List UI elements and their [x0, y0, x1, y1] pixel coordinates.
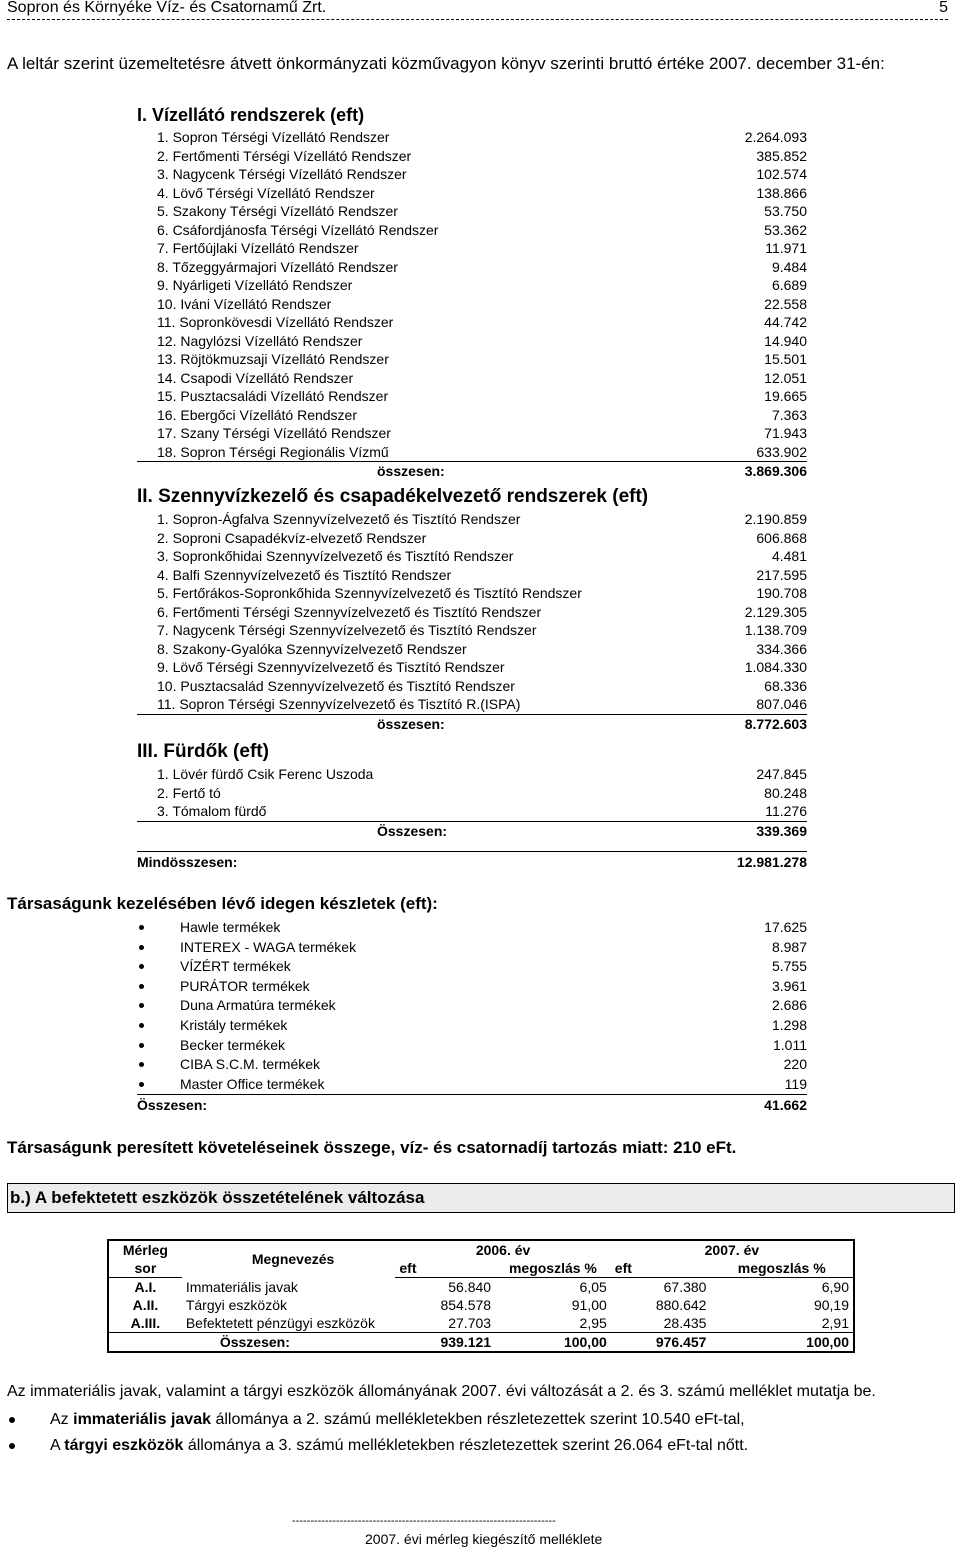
- water-row: [137, 424, 807, 443]
- sewer-item-value: 1.138.709: [744, 622, 807, 638]
- baths-item-label: 2. Fertő tó: [157, 784, 221, 801]
- sewer-item-label: 9. Lövő Térségi Szennyvízelvezető és Tisztító Rendszer: [157, 659, 505, 675]
- baths-total-value: 339.369: [756, 822, 807, 839]
- assets-cell-eft06: 27.703: [448, 1315, 492, 1331]
- stock-item-value: 220: [783, 1056, 807, 1073]
- sewer-total-row: [137, 715, 807, 734]
- water-item-value: 19.665: [764, 388, 807, 404]
- stock-item-label: PURÁTOR termékek: [180, 977, 310, 994]
- water-total-row: [137, 462, 807, 481]
- water-row: [137, 239, 807, 258]
- stock-row: [137, 1036, 807, 1056]
- sewer-item-value: 190.708: [756, 585, 807, 601]
- stock-item-label: Becker termékek: [180, 1036, 286, 1053]
- stock-row: [137, 1075, 807, 1096]
- bullet-icon: [139, 925, 144, 930]
- water-total-value: 3.869.306: [744, 463, 807, 479]
- sewer-item-value: 68.336: [764, 677, 807, 694]
- water-row: [137, 350, 807, 369]
- water-row: [137, 387, 807, 406]
- water-row: [137, 406, 807, 425]
- water-item-value: 633.902: [756, 443, 807, 460]
- stock-item-label: Duna Armatúra termékek: [180, 997, 336, 1014]
- col-pct-2007: megoszlás %: [710, 1259, 854, 1278]
- baths-item-label: 3. Tómalom fürdő: [157, 803, 267, 819]
- stock-title: Társaságunk kezelésében lévő idegen készletek (eft):: [7, 894, 438, 913]
- bullet-item: [7, 1407, 748, 1433]
- water-item-value: 53.750: [764, 203, 807, 219]
- assets-table: [107, 1239, 855, 1353]
- water-item-label: 15. Pusztacsaládi Vízellátó Rendszer: [157, 388, 389, 404]
- stock-list: [137, 918, 807, 1095]
- water-row: [137, 443, 807, 463]
- assets-cell-sor: A.III.: [130, 1315, 161, 1331]
- water-item-value: 44.742: [764, 314, 807, 330]
- baths-section: [137, 739, 807, 840]
- sewer-item-label: 11. Sopron Térségi Szennyvízelvezető és Tisztító R.(ISPA): [157, 696, 521, 712]
- grand-total-value: 12.981.278: [736, 854, 807, 870]
- bullet-text-bold: tárgyi eszközök: [64, 1437, 184, 1454]
- intro-text: A leltár szerint üzemeltetésre átvett önkormányzati közművagyon könyv szerinti bruttó értéke 2007. december 31-én:: [7, 54, 885, 73]
- assets-row: [108, 1296, 854, 1314]
- water-row: [137, 313, 807, 332]
- assets-total-row: [108, 1333, 854, 1353]
- stock-row: [137, 977, 807, 997]
- grand-total-label: Mindösszesen:: [137, 854, 238, 870]
- sewer-item-label: 6. Fertőmenti Térségi Szennyvízelvezető és Tisztító Rendszer: [157, 603, 542, 620]
- water-item-value: 138.866: [756, 184, 807, 201]
- assets-cell-pct07: 6,90: [821, 1279, 849, 1295]
- water-item-value: 71.943: [764, 425, 807, 441]
- assets-cell-pct07: 2,91: [821, 1315, 849, 1331]
- assets-cell-name: Befektetett pénzügyi eszközök: [185, 1315, 375, 1331]
- sewer-row: [137, 547, 807, 566]
- page-number: 5: [939, 0, 948, 16]
- stock-item-value: 2.686: [771, 997, 807, 1014]
- stock-row: [137, 1055, 807, 1075]
- stock-total-row: [137, 1095, 807, 1115]
- sewer-item-value: 1.084.330: [744, 659, 807, 675]
- stock-row: [137, 1016, 807, 1036]
- sewer-item-label: 10. Pusztacsalád Szennyvízelvezető és Tisztító Rendszer: [157, 677, 515, 694]
- sewer-row: [137, 677, 807, 696]
- summary-paragraph: Az immateriális javak, valamint a tárgyi eszközök állományának 2007. évi változását a 2. és 3. számú melléklet mutatja be.: [7, 1383, 876, 1400]
- water-item-label: 9. Nyárligeti Vízellátó Rendszer: [157, 277, 353, 293]
- stock-item-value: 1.011: [773, 1036, 807, 1053]
- water-item-label: 2. Fertőmenti Térségi Vízellátó Rendszer: [157, 147, 412, 164]
- sewer-row: [137, 566, 807, 585]
- stock-item-label: VÍZÉRT termékek: [180, 958, 291, 975]
- water-row: [137, 276, 807, 295]
- sewer-row: [137, 621, 807, 640]
- sewer-item-value: 334.366: [756, 640, 807, 657]
- bullet-text-post: állománya a 2. számú mellékletekben részletezettek szerint 10.540 eFt-tal,: [211, 1411, 745, 1428]
- stock-item-value: 17.625: [764, 919, 807, 935]
- col-eft-2007: eft: [611, 1259, 711, 1278]
- water-item-label: 10. Iváni Vízellátó Rendszer: [157, 295, 332, 312]
- stock-total-value: 41.662: [764, 1097, 807, 1113]
- stock-item-label: Kristály termékek: [180, 1016, 288, 1033]
- water-item-label: 4. Lövő Térségi Vízellátó Rendszer: [157, 184, 375, 201]
- baths-section-title: III. Fürdők (eft): [137, 741, 269, 762]
- water-row: [137, 221, 807, 240]
- sewer-total-label: összesen:: [377, 715, 445, 732]
- sewer-item-label: 1. Sopron-Ágfalva Szennyvízelvezető és Tisztító Rendszer: [157, 511, 521, 527]
- bullet-icon: [139, 1023, 144, 1028]
- water-item-label: 7. Fertőújlaki Vízellátó Rendszer: [157, 240, 359, 256]
- sewer-row: [137, 603, 807, 622]
- sewer-item-label: 7. Nagycenk Térségi Szennyvízelvezető és Tisztító Rendszer: [157, 622, 537, 638]
- water-row: [137, 147, 807, 166]
- sewer-row: [137, 658, 807, 677]
- sewer-item-label: 8. Szakony-Gyalóka Szennyvízelvezető Rendszer: [157, 640, 467, 657]
- assets-cell-pct06: 91,00: [571, 1297, 607, 1313]
- stock-item-value: 8.987: [771, 938, 807, 955]
- stock-row: [137, 918, 807, 938]
- baths-total-row: [137, 822, 807, 841]
- water-item-label: 13. Röjtökmuzsaji Vízellátó Rendszer: [157, 351, 389, 367]
- bullet-icon: [139, 1003, 144, 1008]
- water-item-label: 11. Sopronkövesdi Vízellátó Rendszer: [157, 314, 394, 330]
- assets-cell-eft06: 56.840: [448, 1279, 492, 1295]
- stock-item-value: 5.755: [771, 958, 807, 975]
- grand-total-row: [137, 851, 807, 872]
- assets-cell-sor: A.II.: [132, 1297, 159, 1313]
- assets-total-pct-2006: 100,00: [495, 1333, 611, 1353]
- sewer-item-label: 3. Sopronkőhidai Szennyvízelvezető és Tisztító Rendszer: [157, 548, 514, 564]
- assets-total-pct-2007: 100,00: [710, 1333, 854, 1353]
- water-total-label: összesen:: [377, 463, 445, 479]
- assets-total-eft-2007: 976.457: [611, 1333, 711, 1353]
- assets-cell-eft07: 28.435: [663, 1315, 707, 1331]
- water-row: [137, 332, 807, 351]
- sewer-item-value: 2.190.859: [744, 511, 807, 527]
- water-item-label: 3. Nagycenk Térségi Vízellátó Rendszer: [157, 166, 407, 182]
- sewer-item-value: 807.046: [756, 696, 807, 712]
- sewer-row: [137, 529, 807, 548]
- water-list: [137, 128, 807, 462]
- stock-item-label: Hawle termékek: [180, 919, 281, 935]
- water-item-label: 5. Szakony Térségi Vízellátó Rendszer: [157, 203, 398, 219]
- sewer-row: [137, 510, 807, 529]
- bullet-icon: [139, 984, 144, 989]
- bullet-icon: [9, 1443, 15, 1449]
- water-item-label: 8. Tőzeggyármajori Vízellátó Rendszer: [157, 258, 398, 275]
- baths-total-label: Összesen:: [377, 822, 448, 839]
- sewer-list: [137, 510, 807, 715]
- section-b-title: b.) A befektetett eszközök összetételének változása: [10, 1188, 425, 1207]
- col-2007: 2007. év: [704, 1242, 760, 1258]
- water-item-value: 14.940: [764, 332, 807, 349]
- sewer-total-value: 8.772.603: [744, 715, 807, 732]
- sewer-item-label: 2. Soproni Csapadékvíz-elvezető Rendszer: [157, 529, 427, 546]
- baths-item-label: 1. Lövér fürdő Csik Ferenc Uszoda: [157, 766, 374, 782]
- water-item-value: 102.574: [756, 166, 807, 182]
- sewer-item-value: 4.481: [771, 548, 807, 564]
- assets-header-row-1: [108, 1240, 854, 1259]
- footer-divider: ------------------------------------------------------------------------: [292, 1515, 556, 1527]
- bullet-text-pre: A: [50, 1437, 65, 1454]
- bullet-icon: [9, 1417, 15, 1423]
- water-row: [137, 128, 807, 147]
- water-item-label: 12. Nagylózsi Vízellátó Rendszer: [157, 332, 363, 349]
- assets-cell-name: Immateriális javak: [185, 1278, 298, 1295]
- sewer-row: [137, 584, 807, 603]
- company-name: Sopron és Környéke Víz- és Csatornamű Zrt.: [7, 0, 327, 16]
- water-item-value: 9.484: [771, 258, 807, 275]
- baths-list: [137, 765, 807, 822]
- bullet-icon: [139, 964, 144, 969]
- water-row: [137, 184, 807, 203]
- sewer-item-value: 217.595: [756, 566, 807, 583]
- col-megnevezes: Megnevezés: [251, 1251, 335, 1268]
- water-item-value: 12.051: [764, 369, 807, 386]
- col-2006: 2006. év: [475, 1242, 531, 1258]
- water-item-label: 1. Sopron Térségi Vízellátó Rendszer: [157, 129, 390, 145]
- sewer-item-label: 4. Balfi Szennyvízelvezető és Tisztító Rendszer: [157, 566, 452, 583]
- assets-cell-pct06: 6,05: [579, 1279, 607, 1295]
- baths-item-value: 247.845: [756, 766, 807, 782]
- stock-row: [137, 957, 807, 977]
- water-item-value: 6.689: [771, 277, 807, 293]
- baths-row: [137, 784, 807, 803]
- water-item-label: 6. Csáfordjánosfa Térségi Vízellátó Rendszer: [157, 221, 439, 238]
- water-item-value: 22.558: [764, 295, 807, 312]
- stock-item-value: 3.961: [771, 977, 807, 994]
- stock-row: [137, 938, 807, 958]
- sewer-row: [137, 640, 807, 659]
- water-item-label: 16. Ebergőci Vízellátó Rendszer: [157, 406, 357, 423]
- assets-cell-sor: A.I.: [134, 1279, 157, 1295]
- water-row: [137, 369, 807, 388]
- assets-cell-name: Tárgyi eszközök: [185, 1297, 287, 1313]
- sewer-row: [137, 695, 807, 715]
- col-merleg: Mérleg: [122, 1242, 168, 1258]
- water-section-title: I. Vízellátó rendszerek (eft): [137, 105, 365, 125]
- bullet-list: [7, 1407, 748, 1459]
- sewer-item-value: 2.129.305: [744, 603, 807, 620]
- assets-cell-eft06: 854.578: [440, 1297, 492, 1313]
- bullet-icon: [139, 1043, 144, 1048]
- water-item-value: 7.363: [771, 406, 807, 423]
- sewer-section: [137, 484, 807, 733]
- header-divider: [7, 19, 948, 22]
- bullet-item: [7, 1433, 748, 1459]
- baths-row: [137, 802, 807, 822]
- water-item-value: 53.362: [764, 221, 807, 238]
- stock-item-label: CIBA S.C.M. termékek: [180, 1056, 321, 1073]
- water-row: [137, 165, 807, 184]
- assets-cell-eft07: 880.642: [655, 1297, 707, 1313]
- stock-row: [137, 996, 807, 1016]
- water-item-value: 15.501: [764, 351, 807, 367]
- footer-text: 2007. évi mérleg kiegészítő melléklete: [365, 1531, 603, 1547]
- bullet-text-bold: immateriális javak: [73, 1411, 211, 1428]
- stock-item-label: Master Office termékek: [180, 1075, 325, 1092]
- water-section: [137, 102, 807, 481]
- assets-total-eft-2006: 939.121: [395, 1333, 495, 1353]
- water-item-value: 2.264.093: [744, 129, 807, 145]
- water-item-value: 11.971: [765, 240, 807, 256]
- col-eft-2006: eft: [395, 1259, 495, 1278]
- baths-item-value: 11.276: [765, 803, 807, 819]
- assets-row: [108, 1278, 854, 1297]
- bullet-text-pre: Az: [50, 1411, 74, 1428]
- water-row: [137, 258, 807, 277]
- col-pct-2006: megoszlás %: [495, 1259, 611, 1278]
- bullet-text-post: állománya a 3. számú mellékletekben részletezettek szerint 26.064 eFt-tal nőtt.: [183, 1437, 749, 1454]
- stock-item-label: INTEREX - WAGA termékek: [180, 938, 357, 955]
- assets-cell-pct07: 90,19: [813, 1297, 849, 1313]
- section-b-header: [7, 1183, 955, 1213]
- water-item-label: 17. Szany Térségi Vízellátó Rendszer: [157, 425, 391, 441]
- baths-item-value: 80.248: [764, 784, 807, 801]
- stock-total-label: Összesen:: [137, 1097, 208, 1113]
- assets-row: [108, 1314, 854, 1333]
- sewer-item-label: 5. Fertőrákos-Sopronkőhida Szennyvízelvezető és Tisztító Rendszer: [157, 585, 582, 601]
- assets-cell-pct06: 2,95: [579, 1315, 607, 1331]
- bullet-icon: [139, 1062, 144, 1067]
- water-item-label: 14. Csapodi Vízellátó Rendszer: [157, 369, 354, 386]
- receivables-text: Társaságunk peresített követeléseinek összege, víz- és csatornadíj tartozás miatt: 210 eFt.: [7, 1138, 737, 1157]
- water-item-label: 18. Sopron Térségi Regionális Vízmű: [157, 443, 389, 460]
- bullet-icon: [139, 1082, 144, 1087]
- sewer-item-value: 606.868: [756, 529, 807, 546]
- bullet-icon: [139, 945, 144, 950]
- sewer-section-title: II. Szennyvízkezelő és csapadékelvezető rendszerek (eft): [137, 486, 649, 507]
- baths-row: [137, 765, 807, 784]
- col-sor: sor: [108, 1259, 182, 1278]
- assets-cell-eft07: 67.380: [663, 1279, 707, 1295]
- water-row: [137, 295, 807, 314]
- water-item-value: 385.852: [756, 147, 807, 164]
- assets-total-label: Összesen:: [182, 1333, 396, 1353]
- stock-item-value: 1.298: [771, 1016, 807, 1033]
- stock-item-value: 119: [784, 1075, 807, 1092]
- water-row: [137, 202, 807, 221]
